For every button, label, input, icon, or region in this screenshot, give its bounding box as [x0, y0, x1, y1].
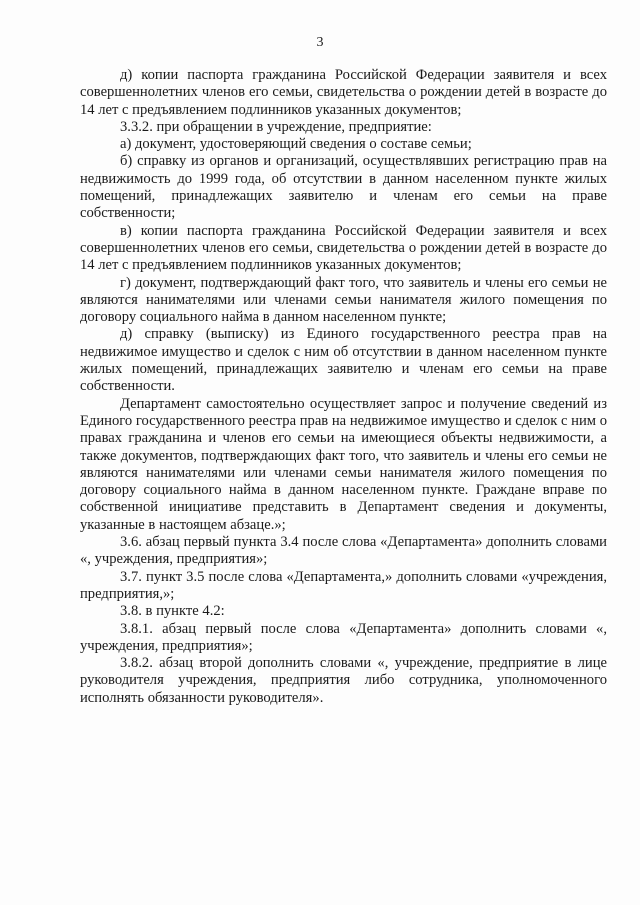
page-number: 3 — [316, 35, 324, 50]
paragraph: 3.8. в пункте 4.2: — [120, 603, 225, 620]
paragraph: 3.6. абзац первый пункта 3.4 после слова «Департамента» дополнить словами «, учреждения, предприятия»; — [80, 534, 607, 568]
paragraph: б) справку из органов и организаций, осуществлявших регистрацию прав на недвижимость до 1999 года, об отсутствии в данном населенном пункте жилых помещений, принадлежащих заявителю и членам его семьи на праве собственности; — [80, 153, 607, 222]
paragraph: 3.3.2. при обращении в учреждение, предприятие: — [120, 118, 432, 135]
paragraph: 3.8.1. абзац первый после слова «Департамента» дополнить словами «, учреждения, предприятия»; — [80, 620, 607, 654]
paragraph: а) документ, удостоверяющий сведения о составе семьи; — [120, 136, 472, 153]
paragraph: 3.7. пункт 3.5 после слова «Департамента,» дополнить словами «учреждения, предприятия,»; — [80, 568, 607, 602]
paragraph: 3.8.2. абзац второй дополнить словами «, учреждение, предприятие в лице руководителя учреждения, предприятия либо сотрудника, уполномоченного исполнять обязанности руководителя». — [80, 655, 607, 706]
paragraph: Департамент самостоятельно осуществляет запрос и получение сведений из Единого государственного реестра прав на недвижимое имущество и сделок с ним о правах гражданина и членов его семьи на имеющиеся объекты недвижимости, а также документов, подтверждающих факт того, что заявитель и члены его семьи не являются нанимателями или членами семьи нанимателя жилого помещения по договору социального найма в данном населенном пункте. Граждане вправе по собственной инициативе представить в Департамент сведения и документы, указанные в настоящем абзаце.»; — [80, 395, 607, 533]
paragraph: д) копии паспорта гражданина Российской Федерации заявителя и всех совершеннолетних членов его семьи, свидетельства о рождении детей в возрасте до 14 лет с предъявлением подлинников указанных документов; — [80, 67, 607, 118]
paragraph: г) документ, подтверждающий факт того, что заявитель и члены его семьи не являются нанимателями или членами семьи нанимателя жилого помещения по договору социального найма в данном населенном пункте; — [80, 274, 607, 326]
paragraph: в) копии паспорта гражданина Российской Федерации заявителя и всех совершеннолетних членов его семьи, свидетельства о рождении детей в возрасте до 14 лет с предъявлением подлинников указанных документов; — [80, 222, 607, 274]
document-body — [80, 67, 607, 707]
paragraph: д) справку (выписку) из Единого государственного реестра прав на недвижимое имущество и сделок с ним об отсутствии в данном населенном пункте жилых помещений, принадлежащих заявителю и членам его семьи на праве собственности. — [80, 326, 607, 395]
